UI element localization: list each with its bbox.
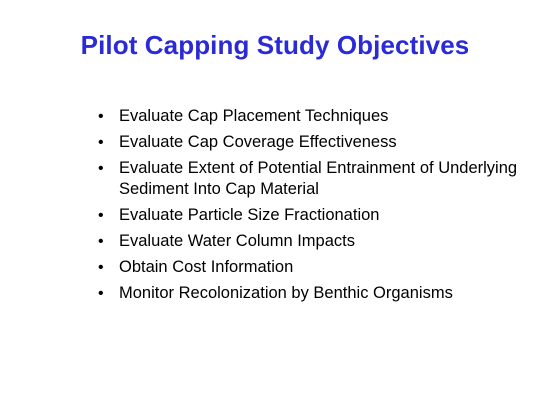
bullet-text: Obtain Cost Information [119, 258, 294, 276]
bullet-item [98, 283, 518, 304]
bullet-list [98, 106, 518, 309]
bullet-item [98, 106, 518, 127]
bullet-item [98, 132, 518, 153]
bullet-text: Evaluate Water Column Impacts [119, 232, 355, 250]
bullet-text: Evaluate Cap Coverage Effectiveness [119, 133, 397, 151]
bullet-item [98, 158, 518, 200]
bullet-icon: • [98, 207, 104, 224]
bullet-icon: • [98, 108, 104, 125]
bullet-text: Evaluate Particle Size Fractionation [119, 206, 380, 224]
bullet-item [98, 205, 518, 226]
bullet-item [98, 231, 518, 252]
slide-title: Pilot Capping Study Objectives [80, 30, 470, 60]
bullet-icon: • [98, 233, 104, 250]
bullet-text: Evaluate Cap Placement Techniques [119, 107, 389, 125]
bullet-icon: • [98, 160, 104, 177]
bullet-icon: • [98, 259, 104, 276]
bullet-item [98, 257, 518, 278]
bullet-text: Monitor Recolonization by Benthic Organisms [119, 284, 453, 302]
bullet-icon: • [98, 285, 104, 302]
bullet-text: Evaluate Extent of Potential Entrainment of Underlying Sediment Into Cap Material [119, 159, 518, 198]
bullet-icon: • [98, 134, 104, 151]
